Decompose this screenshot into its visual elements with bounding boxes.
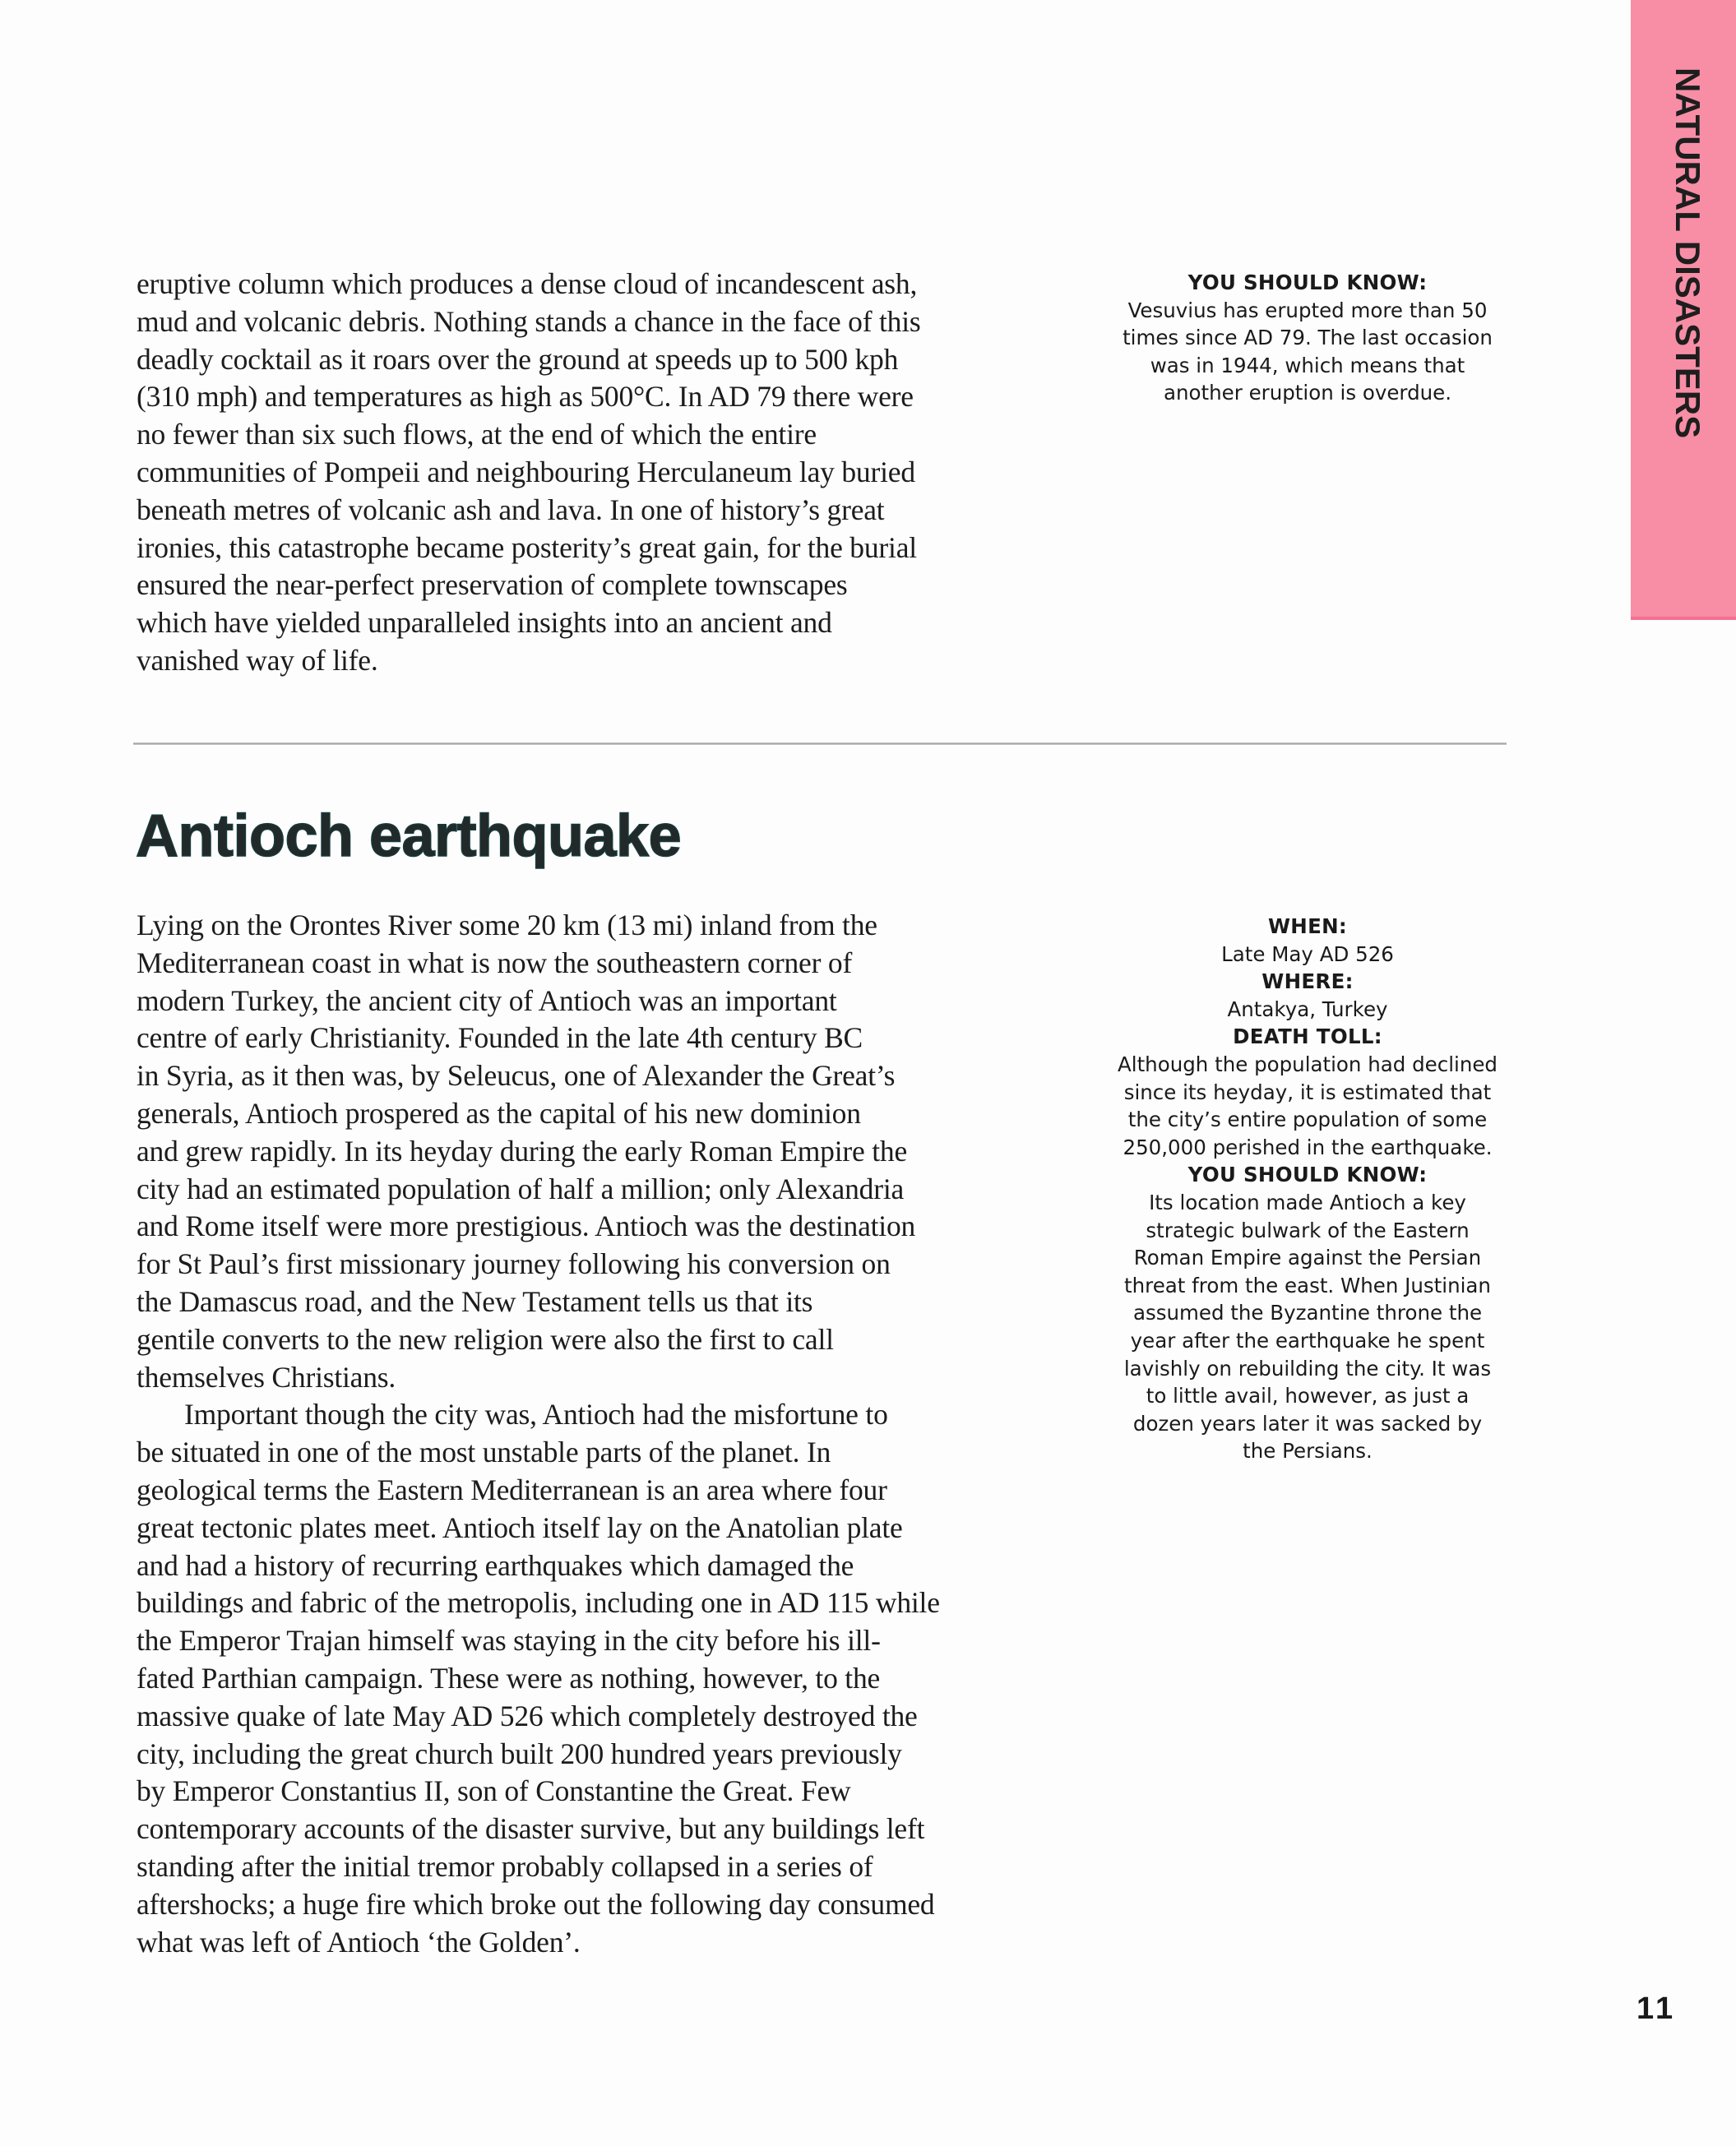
section-divider — [133, 742, 1507, 745]
text-line: deadly cocktail as it roars over the ground at speeds up to 500 kph — [137, 342, 899, 376]
text-line: vanished way of life. — [137, 643, 378, 677]
fact-line: strategic bulwark of the Eastern — [1146, 1218, 1470, 1242]
text-line: buildings and fabric of the metropolis, including one in AD 115 while — [137, 1586, 940, 1620]
text-line: massive quake of late May AD 526 which completely destroyed the — [137, 1699, 918, 1732]
text-line: city had an estimated population of half a million; only Alexandria — [137, 1172, 905, 1205]
article-body — [137, 907, 1074, 1961]
you-should-know-label: YOU SHOULD KNOW: — [1187, 1163, 1428, 1187]
text-line: and grew rapidly. In its heyday during the early Roman Empire the — [137, 1134, 908, 1168]
text-line: beneath metres of volcanic ash and lava. In one of history’s great — [137, 493, 885, 526]
paragraph-2 — [137, 1396, 1074, 1961]
text-line: modern Turkey, the ancient city of Antioch was an important — [137, 983, 837, 1017]
text-line: by Emperor Constantius II, son of Constantine the Great. Few — [137, 1774, 851, 1808]
text-line: the Damascus road, and the New Testament tells us that its — [137, 1284, 813, 1318]
text-line: no fewer than six such flows, at the end of which the entire — [137, 418, 817, 451]
text-line: Important though the city was, Antioch had the misfortune to — [184, 1398, 888, 1431]
death-toll-line: Although the population had declined — [1118, 1052, 1498, 1076]
text-line: gentile converts to the new religion were also the first to call — [137, 1322, 834, 1356]
fact-line: year after the earthquake he spent — [1130, 1328, 1485, 1353]
fact-line: dozen years later it was sacked by — [1132, 1411, 1483, 1436]
text-line: what was left of Antioch ‘the Golden’. — [137, 1925, 581, 1959]
text-line: aftershocks; a huge fire which broke out the following day consumed — [137, 1887, 935, 1921]
text-line: themselves Christians. — [137, 1360, 396, 1394]
vesuvius-fact-box — [1106, 269, 1509, 407]
fact-line: to little avail, however, as just a — [1146, 1384, 1470, 1408]
fact-line: assumed the Byzantine throne the — [1132, 1301, 1483, 1325]
text-line: which have yielded unparalleled insights into an ancient and — [137, 606, 832, 640]
text-line: mud and volcanic debris. Nothing stands a chance in the face of this — [137, 304, 921, 338]
text-line: Mediterranean coast in what is now the southeastern corner of — [137, 946, 853, 979]
text-line: (310 mph) and temperatures as high as 500°C. In AD 79 there were — [137, 380, 914, 414]
text-line: fated Parthian campaign. These were as nothing, however, to the — [137, 1661, 881, 1695]
death-toll-line: 250,000 perished in the earthquake. — [1123, 1135, 1493, 1159]
fact-line: Roman Empire against the Persian — [1133, 1246, 1482, 1270]
text-line: ironies, this catastrophe became posterity’s great gain, for the burial — [137, 530, 917, 564]
where-label: WHERE: — [1261, 969, 1354, 994]
where-value: Antakya, Turkey — [1227, 997, 1388, 1021]
article-title: Antioch earthquake — [136, 803, 682, 869]
text-line: geological terms the Eastern Mediterranean is an area where four — [137, 1473, 887, 1506]
text-line: in Syria, as it then was, by Seleucus, one of Alexander the Great’s — [137, 1059, 896, 1093]
text-line: the Emperor Trajan himself was staying in the city before his ill- — [137, 1624, 881, 1658]
text-line: eruptive column which produces a dense cloud of incandescent ash, — [137, 267, 918, 300]
fact-line: another eruption is overdue. — [1163, 381, 1452, 405]
paragraph-1 — [137, 907, 1074, 1396]
text-line: and Rome itself were more prestigious. Antioch was the destination — [137, 1209, 916, 1243]
text-line: be situated in one of the most unstable parts of the planet. In — [137, 1436, 831, 1469]
text-line: great tectonic plates meet. Antioch itself lay on the Anatolian plate — [137, 1510, 903, 1544]
text-line: contemporary accounts of the disaster survive, but any buildings left — [137, 1812, 925, 1846]
death-toll-line: since its heyday, it is estimated that — [1123, 1080, 1492, 1104]
text-line: and had a history of recurring earthquakes which damaged the — [137, 1548, 854, 1582]
death-toll-label: DEATH TOLL: — [1233, 1024, 1382, 1049]
antioch-fact-box — [1106, 913, 1509, 1465]
fact-line: lavishly on rebuilding the city. It was — [1123, 1356, 1492, 1381]
fact-line: Vesuvius has erupted more than 50 — [1127, 298, 1488, 322]
text-line: for St Paul’s first missionary journey following his conversion on — [137, 1247, 891, 1281]
fact-line: threat from the east. When Justinian — [1124, 1273, 1491, 1297]
text-line: communities of Pompeii and neighbouring Herculaneum lay buried — [137, 455, 915, 488]
death-toll-line: the city’s entire population of some — [1127, 1108, 1488, 1132]
text-line: city, including the great church built 200 hundred years previously — [137, 1737, 902, 1770]
fact-line: Its location made Antioch a key — [1149, 1190, 1466, 1214]
text-line: Lying on the Orontes River some 20 km (13 mi) inland from the — [137, 909, 877, 941]
section-tab-label: NATURAL DISASTERS — [1669, 67, 1707, 439]
page-number: 11 — [1636, 1991, 1677, 2026]
text-line: generals, Antioch prospered as the capital of his new dominion — [137, 1096, 861, 1130]
text-line: standing after the initial tremor probably collapsed in a series of — [137, 1849, 873, 1883]
text-line: centre of early Christianity. Founded in the late 4th century BC — [137, 1021, 863, 1055]
when-value: Late May AD 526 — [1221, 941, 1394, 966]
article-continuation-text — [137, 266, 1074, 680]
fact-line: times since AD 79. The last occasion — [1123, 326, 1493, 350]
when-label: WHEN: — [1267, 914, 1348, 938]
you-should-know-label: YOU SHOULD KNOW: — [1187, 271, 1428, 294]
fact-line: was in 1944, which means that — [1150, 353, 1465, 377]
paragraph — [137, 266, 1074, 680]
fact-line: the Persians. — [1243, 1439, 1373, 1464]
text-line: ensured the near-perfect preservation of complete townscapes — [137, 568, 848, 602]
